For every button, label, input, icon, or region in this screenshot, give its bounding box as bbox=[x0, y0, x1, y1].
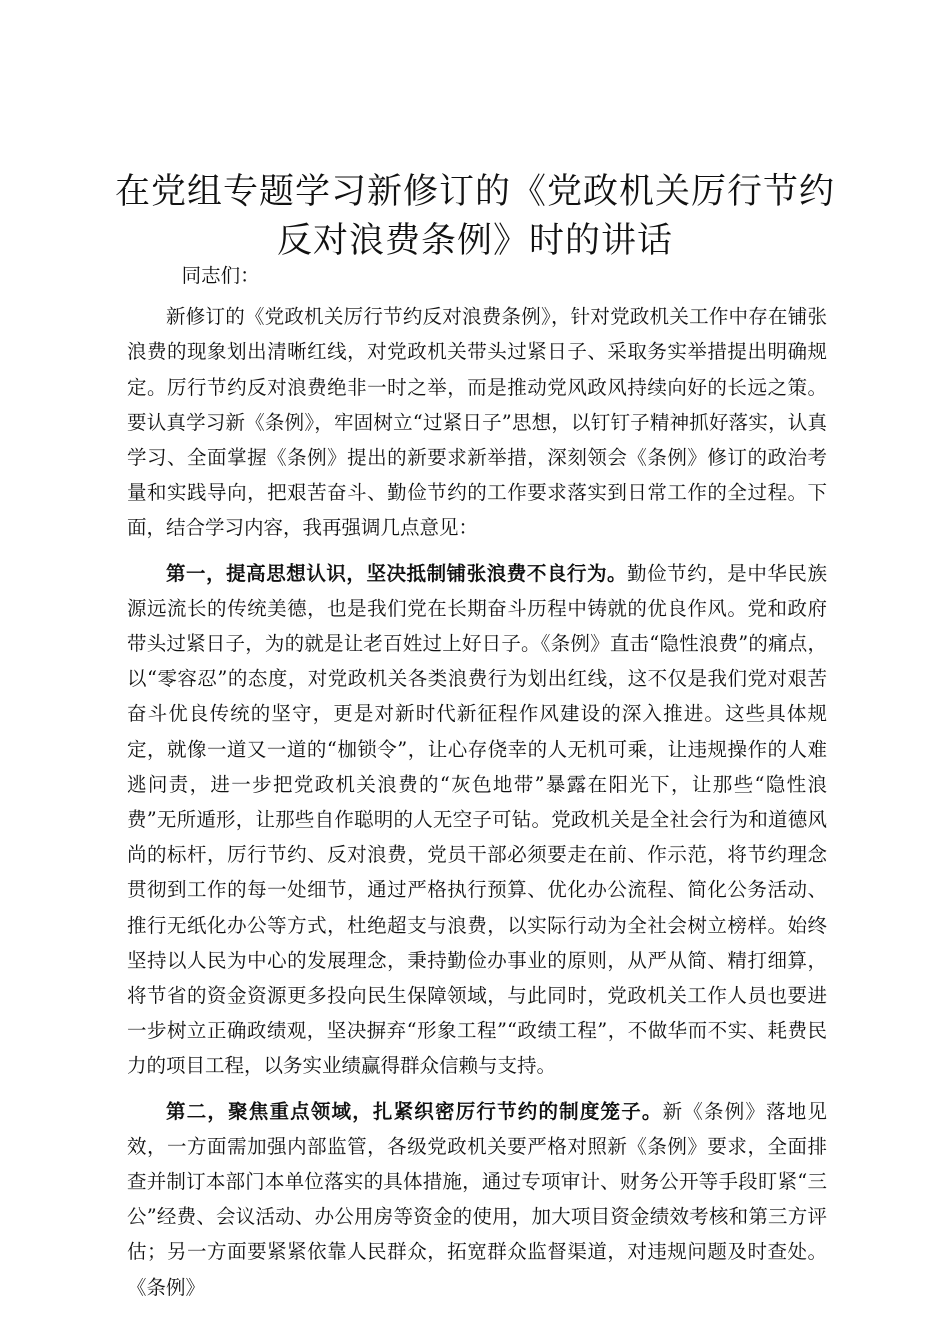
section-2-heading: 第二，聚焦重点领域，扎紧织密厉行节约的制度笼子。 bbox=[166, 1099, 663, 1123]
section-1-heading: 第一，提高思想认识，坚决抵制铺张浪费不良行为。 bbox=[166, 561, 628, 585]
section-2-text: 新《条例》落地见效，一方面需加强内部监管，各级党政机关要严格对照新《条例》要求，全面排查并制订本部门本单位落实的具体措施，通过专项审计、财务公开等手段盯紧“三公”经费、会议活动、办公用房等资金的使用，加大项目资金绩效考核和第三方评估；另一方面要紧紧依靠人民群众，拓宽群众监督渠道，对违规问题及时查处。《条例》 bbox=[127, 1099, 827, 1299]
section-2-paragraph bbox=[127, 1094, 827, 1305]
document-title bbox=[110, 168, 840, 266]
intro-paragraph: 新修订的《党政机关厉行节约反对浪费条例》，针对党政机关工作中存在铺张浪费的现象划出清晰红线，对党政机关带头过紧日子、采取务实举措提出明确规定。厉行节约反对浪费绝非一时之举，而是推动党风政风持续向好的长远之策。要认真学习新《条例》，牢固树立“过紧日子”思想，以钉钉子精神抓好落实，认真学习、全面掌握《条例》提出的新要求新举措，深刻领会《条例》修订的政治考量和实践导向，把艰苦奋斗、勤俭节约的工作要求落实到日常工作的全过程。下面，结合学习内容，我再强调几点意见： bbox=[127, 305, 827, 540]
title-line-1: 在党组专题学习新修订的《党政机关厉行节约 bbox=[114, 172, 835, 212]
salutation: 同志们： bbox=[181, 264, 260, 287]
section-1-text: 勤俭节约，是中华民族源远流长的传统美德，也是我们党在长期奋斗历程中铸就的优良作风。党和政府带头过紧日子，为的就是让老百姓过上好日子。《条例》直击“隐性浪费”的痛点，以“零容忍”的态度，对党政机关各类浪费行为划出红线，这不仅是我们党对艰苦奋斗优良传统的坚守，更是对新时代新征程作风建设的深入推进。这些具体规定，就像一道又一道的“枷锁令”，让心存侥幸的人无机可乘，让违规操作的人难逃问责，进一步把党政机关浪费的“灰色地带”暴露在阳光下，让那些“隐性浪费”无所遁形，让那些自作聪明的人无空子可钻。党政机关是全社会行为和道德风尚的标杆，厉行节约、反对浪费，党员干部必须要走在前、作示范，将节约理念贯彻到工作的每一处细节，通过严格执行预算、优化办公流程、简化公务活动、推行无纸化办公等方式，杜绝超支与浪费，以实际行动为全社会树立榜样。始终坚持以人民为中心的发展理念，秉持勤俭办事业的原则，从严从简、精打细算，将节省的资金资源更多投向民生保障领域，与此同时，党政机关工作人员也要进一步树立正确政绩观，坚决摒弃“形象工程”“政绩工程”，不做华而不实、耗费民力的项目工程，以务实业绩赢得群众信赖与支持。 bbox=[127, 561, 827, 1078]
document-body bbox=[127, 258, 827, 1305]
section-1-paragraph bbox=[127, 556, 827, 1084]
title-line-2: 反对浪费条例》时的讲话 bbox=[276, 221, 673, 261]
